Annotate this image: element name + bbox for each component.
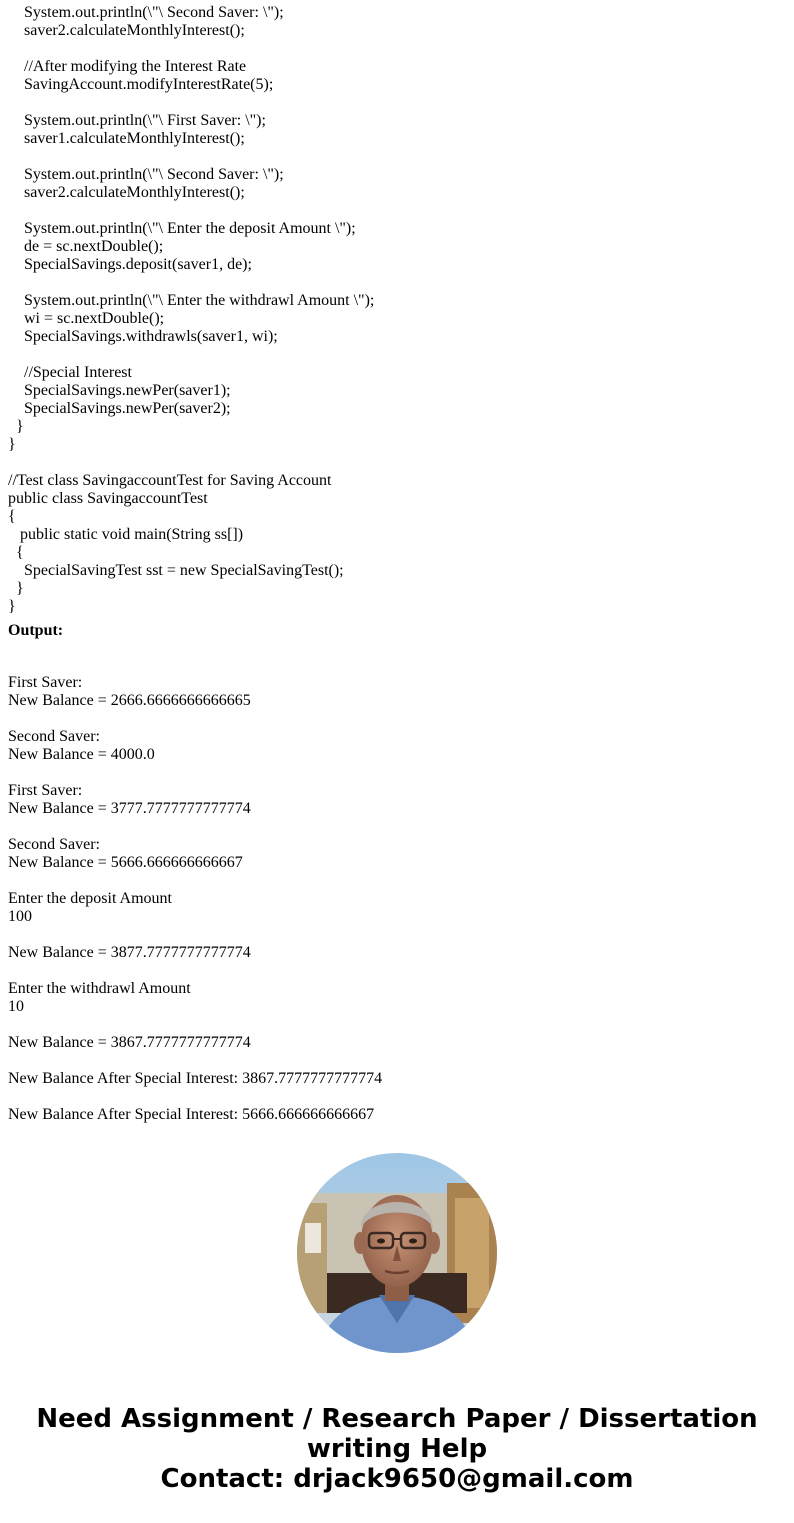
promo-contact: Contact: drjack9650@gmail.com [160, 1464, 634, 1494]
output-heading: Output: [8, 622, 64, 639]
promo-line-2: writing Help [306, 1434, 488, 1464]
java-code-snippet: System.out.println(\"\ Second Saver: \"); saver2.calculateMonthlyInterest(); //After modifying the Interest Rate SavingAccount.modifyInterestRate(5); System.out.println(\"\ First Saver: \"); saver1.calculateMonthlyInterest(); System.out.println(\"\ Second Saver: \"); saver2.calculateMonthlyInterest(); System.out.println(\"\ Enter the deposit Amount \"); de = sc.nextDouble(); SpecialSavings.deposit(saver1, de); System.out.println(\"\ Enter the withdrawl Amount \"); wi = sc.nextDouble(); SpecialSavings.withdrawls(saver1, wi); //Special Interest SpecialSavings.newPer(saver1); SpecialSavings.newPer(saver2); } } //Test class SavingaccountTest for Saving Account public class SavingaccountTest { public static void main(String ss[]) { SpecialSavingTest sst = new SpecialSavingTest(); } } [8, 4, 375, 615]
promo-line-1: Need Assignment / Research Paper / Dissertation [36, 1404, 758, 1434]
promo-banner [0, 1404, 794, 1494]
program-output: First Saver: New Balance = 2666.6666666666665 Second Saver: New Balance = 4000.0 First Saver: New Balance = 3777.7777777777774 Second Saver: New Balance = 5666.666666666667 Enter the deposit Amount 100 New Balance = 3877.7777777777774 Enter the withdrawl Amount 10 New Balance = 3867.7777777777774 New Balance After Special Interest: 3867.7777777777774 New Balance After Special Interest: 5666.666666666667 [8, 674, 383, 1123]
author-portrait-image [297, 1153, 497, 1353]
author-avatar [297, 1153, 497, 1353]
